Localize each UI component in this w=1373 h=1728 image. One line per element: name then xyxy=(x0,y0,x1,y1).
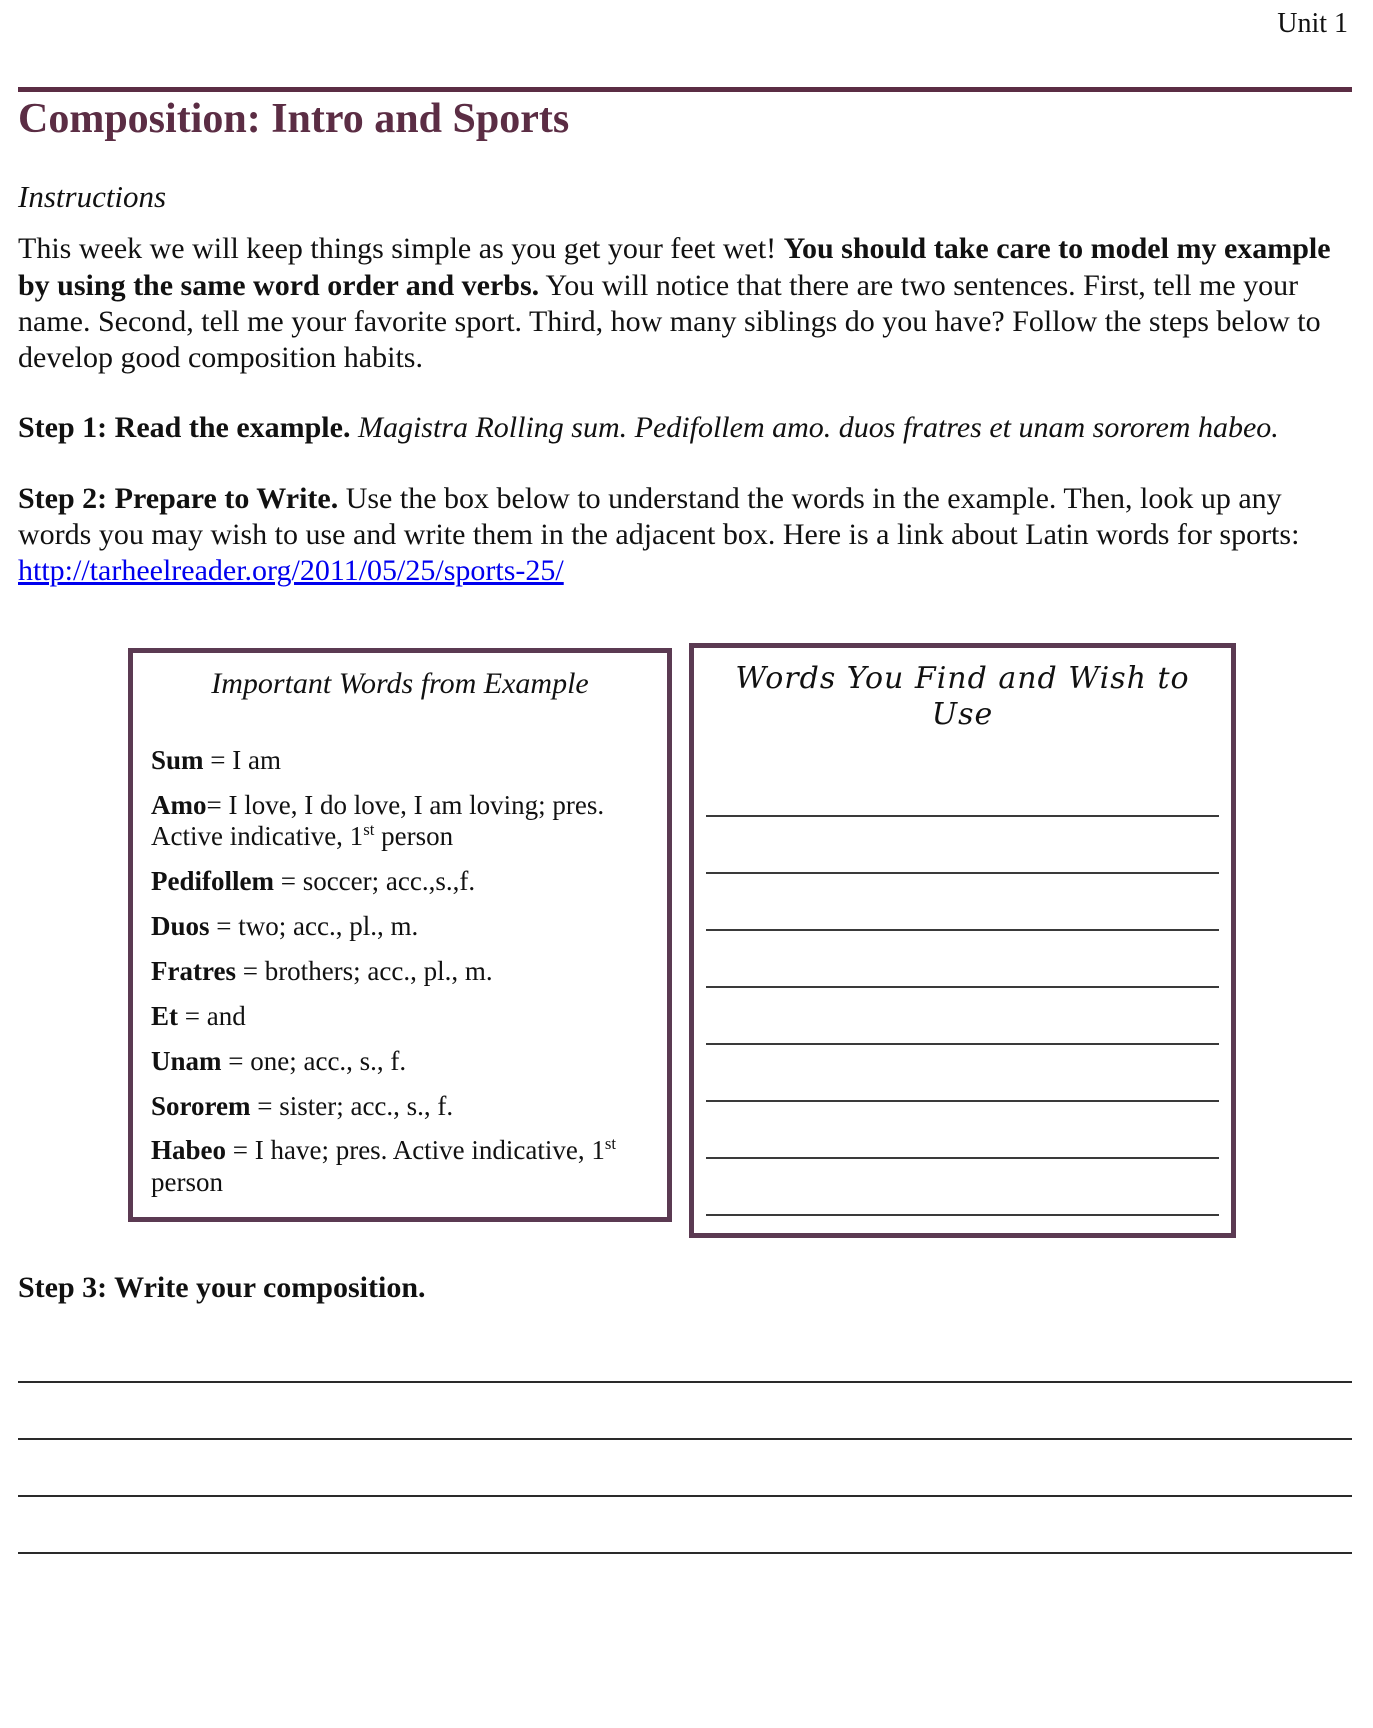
step2-paragraph xyxy=(18,481,1352,590)
vocab-entry-unam: Unam = one; acc., s., f. xyxy=(151,1045,407,1076)
step1-paragraph xyxy=(18,410,1352,446)
words-box-writing-lines xyxy=(706,760,1219,1216)
vocab-entry-habeo: Habeo = I have; pres. Active indicative, 1st person xyxy=(151,1134,617,1198)
vocab-entry-et: Et = and xyxy=(151,1000,246,1031)
composition-writing-lines xyxy=(18,1326,1352,1554)
blank-writing-line xyxy=(706,1102,1219,1159)
vocab-entry-sum: Sum = I am xyxy=(151,744,281,775)
step3-label: Step 3: Write your composition. xyxy=(18,1270,426,1304)
step2-body: Use the box below to understand the words in the example. Then, look up any words you may wish to use and write them in the adjacent box. Here is a link about Latin words for sports: xyxy=(18,481,1300,552)
vocab-entry-duos: Duos = two; acc., pl., m. xyxy=(151,911,419,942)
step1-label: Step 1: Read the example. xyxy=(18,411,351,445)
words-you-find-box xyxy=(689,643,1236,1238)
vocab-boxes-row xyxy=(128,643,1352,1238)
important-words-box xyxy=(128,648,672,1222)
instructions-paragraph xyxy=(18,231,1352,376)
step2-label: Step 2: Prepare to Write. xyxy=(18,481,339,515)
words-you-find-box-title: Words You Find and Wish to Use xyxy=(735,660,1190,732)
unit-label: Unit 1 xyxy=(1277,8,1348,39)
blank-writing-line xyxy=(706,817,1219,874)
blank-writing-line xyxy=(18,1440,1352,1497)
vocab-entry-sororem: Sororem = sister; acc., s., f. xyxy=(151,1090,454,1121)
blank-writing-line xyxy=(706,931,1219,988)
intro-text-bold: You should take care to model my example by using the same word order and verbs. xyxy=(18,232,1331,302)
blank-writing-line xyxy=(706,874,1219,931)
sports-words-link[interactable]: http://tarheelreader.org/2011/05/25/sports-25/ xyxy=(18,554,564,588)
vocab-entry-amo: Amo= I love, I do love, I am loving; pres. Active indicative, 1st person xyxy=(151,789,605,852)
page-title: Composition: Intro and Sports xyxy=(18,96,570,142)
intro-text-1: This week we will keep things simple as you get your feet wet! xyxy=(18,232,784,266)
blank-writing-line xyxy=(706,988,1219,1045)
step3-paragraph xyxy=(18,1270,1352,1306)
title-rule xyxy=(18,87,1352,92)
intro-text-2: You will notice that there are two sentences. First, tell me your name. Second, tell me your favorite sport. Third, how many siblings do you have? Follow the steps below to develop good composition habits. xyxy=(18,268,1321,375)
vocab-entry-pedifollem: Pedifollem = soccer; acc.,s.,f. xyxy=(151,866,476,897)
blank-writing-line xyxy=(18,1497,1352,1554)
instructions-heading: Instructions xyxy=(18,179,167,215)
blank-writing-line xyxy=(706,1159,1219,1216)
blank-writing-line xyxy=(18,1326,1352,1383)
blank-writing-line xyxy=(706,1045,1219,1102)
vocab-entry-fratres: Fratres = brothers; acc., pl., m. xyxy=(151,955,493,986)
blank-writing-line xyxy=(706,760,1219,817)
step1-latin-example: Magistra Rolling sum. Pedifollem amo. duos fratres et unam sororem habeo. xyxy=(350,411,1279,445)
blank-writing-line xyxy=(18,1383,1352,1440)
important-words-box-title: Important Words from Example xyxy=(211,666,589,700)
